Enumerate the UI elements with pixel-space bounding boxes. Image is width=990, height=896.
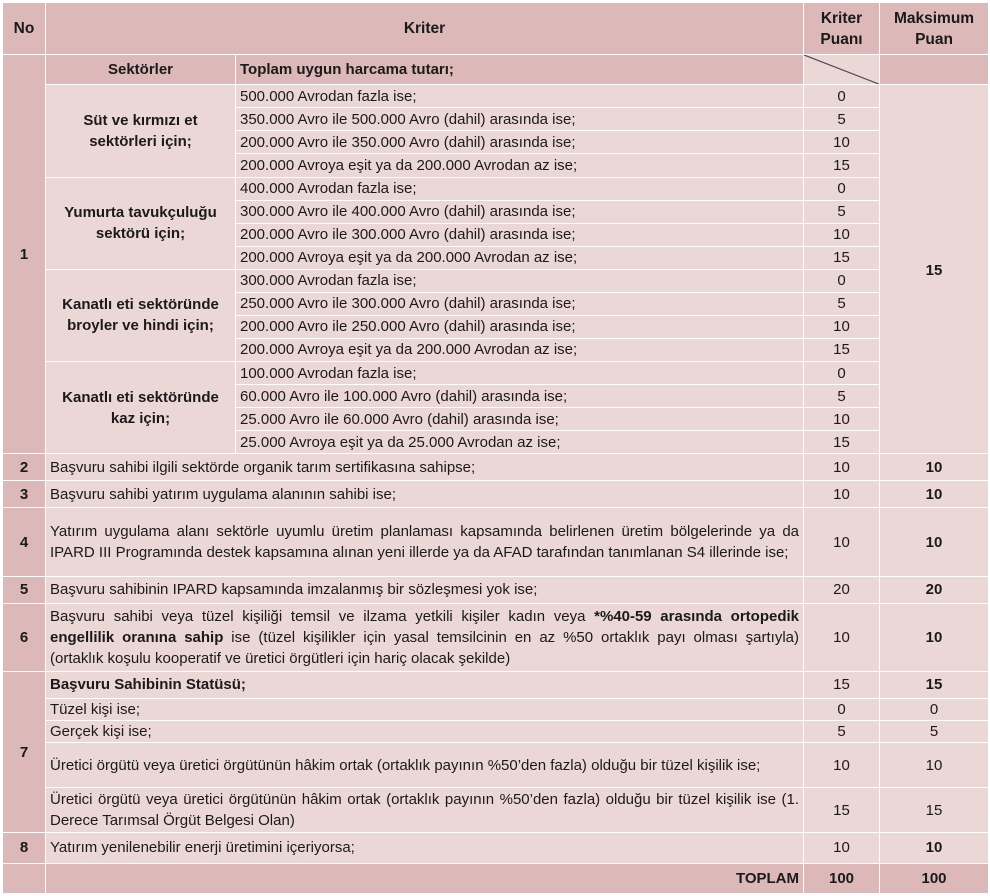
row1-max-score: 15 [880,85,989,454]
criteria-score: 5 [804,200,880,223]
sector-name: Kanatlı eti sektöründe kaz için; [46,362,236,454]
row8-text: Yatırım yenilenebilir enerji üretimini içeriyorsa; [46,833,804,863]
row4-no: 4 [3,508,46,576]
criteria-score: 0 [804,85,880,108]
status-condition: Üretici örgütü veya üretici örgütünün hâkim ortak (ortaklık payının %50’den fazla) olduğu bir tüzel kişilik ise (1. Derece Tarımsal Örgüt Belgesi Olan) [46,788,804,833]
criteria-score: 15 [804,431,880,454]
row2-score: 10 [804,454,880,481]
amount-condition: 25.000 Avro ile 60.000 Avro (dahil) arasında ise; [236,408,804,431]
row3-max: 10 [880,481,989,508]
row3-text: Başvuru sahibi yatırım uygulama alanının sahibi ise; [46,481,804,508]
total-row [3,863,989,893]
criteria-score: 15 [804,338,880,361]
row6-text-a: Başvuru sahibi veya tüzel kişiliği temsil ve ilzama yetkili kişiler kadın veya [50,607,595,625]
row3-no: 3 [3,481,46,508]
row8-no: 8 [3,833,46,863]
criteria-table [2,2,989,894]
amount-condition: 300.000 Avro ile 400.000 Avro (dahil) arasında ise; [236,200,804,223]
row1-subheader [3,55,989,85]
row1-col-tutar: Toplam uygun harcama tutarı; [236,55,804,85]
criteria-score: 10 [804,408,880,431]
row7-item [3,743,989,788]
row6-text-bold: *%40-59 arasında ortopedik engellilik oranına sahip [50,607,800,646]
row1-group4-item [3,362,989,385]
amount-condition: 25.000 Avroya eşit ya da 25.000 Avrodan az ise; [236,431,804,454]
row1-group1-item [3,85,989,108]
status-max: 0 [880,699,989,721]
status-score: 0 [804,699,880,721]
criteria-score: 5 [804,292,880,315]
header-kriter-puani: Kriter Puanı [804,3,880,55]
row1-group2-item [3,177,989,200]
amount-condition: 200.000 Avro ile 350.000 Avro (dahil) arasında ise; [236,131,804,154]
row2-max: 10 [880,454,989,481]
status-max: 15 [880,788,989,833]
row4-text: Yatırım uygulama alanı sektörle uyumlu üretim planlaması kapsamında belirlenen üretim bölgelerinde ya da IPARD III Programında destek kapsamına alınan yeni illerde ya da AFAD tarafından tanımlanan S4 illerinde ise; [46,508,804,576]
row8 [3,833,989,863]
row7-item [3,699,989,721]
row7-item [3,788,989,833]
row4 [3,508,989,576]
row6-text-b: ise (tüzel kişilikler için yasal temsilcinin en az %50 ortaklık payı olması şartıyla) (ortaklık koşulu kooperatif ve üretici örgütleri için hariç olacak şekilde) [50,628,799,667]
header-maksimum-puan: Maksimum Puan [880,3,989,55]
row1-group3-item [3,269,989,292]
amount-condition: 200.000 Avroya eşit ya da 200.000 Avrodan az ise; [236,338,804,361]
amount-condition: 400.000 Avrodan fazla ise; [236,177,804,200]
row8-score: 10 [804,833,880,863]
row5-text: Başvuru sahibinin IPARD kapsamında imzalanmış bir sözleşmesi yok ise; [46,576,804,603]
criteria-score: 0 [804,177,880,200]
row2 [3,454,989,481]
amount-condition: 200.000 Avro ile 250.000 Avro (dahil) arasında ise; [236,315,804,338]
amount-condition: 200.000 Avro ile 300.000 Avro (dahil) arasında ise; [236,223,804,246]
total-score: 100 [804,863,880,893]
row8-max: 10 [880,833,989,863]
row3 [3,481,989,508]
criteria-score: 0 [804,269,880,292]
row7-title-max: 15 [880,671,989,698]
header-kriter: Kriter [46,3,804,55]
criteria-score: 15 [804,246,880,269]
row7-title-row [3,671,989,698]
row5-score: 20 [804,576,880,603]
amount-condition: 350.000 Avro ile 500.000 Avro (dahil) arasında ise; [236,108,804,131]
status-condition: Gerçek kişi ise; [46,721,804,743]
status-score: 5 [804,721,880,743]
criteria-score: 15 [804,154,880,177]
row2-no: 2 [3,454,46,481]
total-max: 100 [880,863,989,893]
criteria-score: 5 [804,108,880,131]
row1-no: 1 [3,55,46,454]
sector-name: Kanatlı eti sektöründe broyler ve hindi için; [46,269,236,361]
row7-item [3,721,989,743]
total-no-empty [3,863,46,893]
header-no: No [3,3,46,55]
amount-condition: 500.000 Avrodan fazla ise; [236,85,804,108]
row7-title-score: 15 [804,671,880,698]
status-max: 5 [880,721,989,743]
status-score: 10 [804,743,880,788]
amount-condition: 200.000 Avroya eşit ya da 200.000 Avrodan az ise; [236,246,804,269]
sector-name: Yumurta tavukçuluğu sektörü için; [46,177,236,269]
row4-max: 10 [880,508,989,576]
row2-text: Başvuru sahibi ilgili sektörde organik tarım sertifikasına sahipse; [46,454,804,481]
status-condition: Tüzel kişi ise; [46,699,804,721]
row6-score: 10 [804,603,880,671]
status-max: 10 [880,743,989,788]
row1-diagonal-cell [804,55,880,85]
status-score: 15 [804,788,880,833]
row6-no: 6 [3,603,46,671]
total-label: TOPLAM [46,863,804,893]
row5-no: 5 [3,576,46,603]
row7-no: 7 [3,671,46,832]
row5-max: 20 [880,576,989,603]
amount-condition: 250.000 Avro ile 300.000 Avro (dahil) arasında ise; [236,292,804,315]
criteria-score: 10 [804,315,880,338]
row6 [3,603,989,671]
status-condition: Üretici örgütü veya üretici örgütünün hâkim ortak (ortaklık payının %50’den fazla) olduğu bir tüzel kişilik ise; [46,743,804,788]
row4-score: 10 [804,508,880,576]
row1-subheader-max-empty [880,55,989,85]
row5 [3,576,989,603]
criteria-score: 10 [804,131,880,154]
row6-text [46,603,804,671]
header-row [3,3,989,55]
amount-condition: 300.000 Avrodan fazla ise; [236,269,804,292]
sector-name: Süt ve kırmızı et sektörleri için; [46,85,236,177]
row7-title: Başvuru Sahibinin Statüsü; [46,671,804,698]
amount-condition: 60.000 Avro ile 100.000 Avro (dahil) arasında ise; [236,385,804,408]
amount-condition: 200.000 Avroya eşit ya da 200.000 Avrodan az ise; [236,154,804,177]
row1-col-sektorler: Sektörler [46,55,236,85]
row6-max: 10 [880,603,989,671]
criteria-score: 10 [804,223,880,246]
criteria-score: 5 [804,385,880,408]
row3-score: 10 [804,481,880,508]
criteria-score: 0 [804,362,880,385]
amount-condition: 100.000 Avrodan fazla ise; [236,362,804,385]
